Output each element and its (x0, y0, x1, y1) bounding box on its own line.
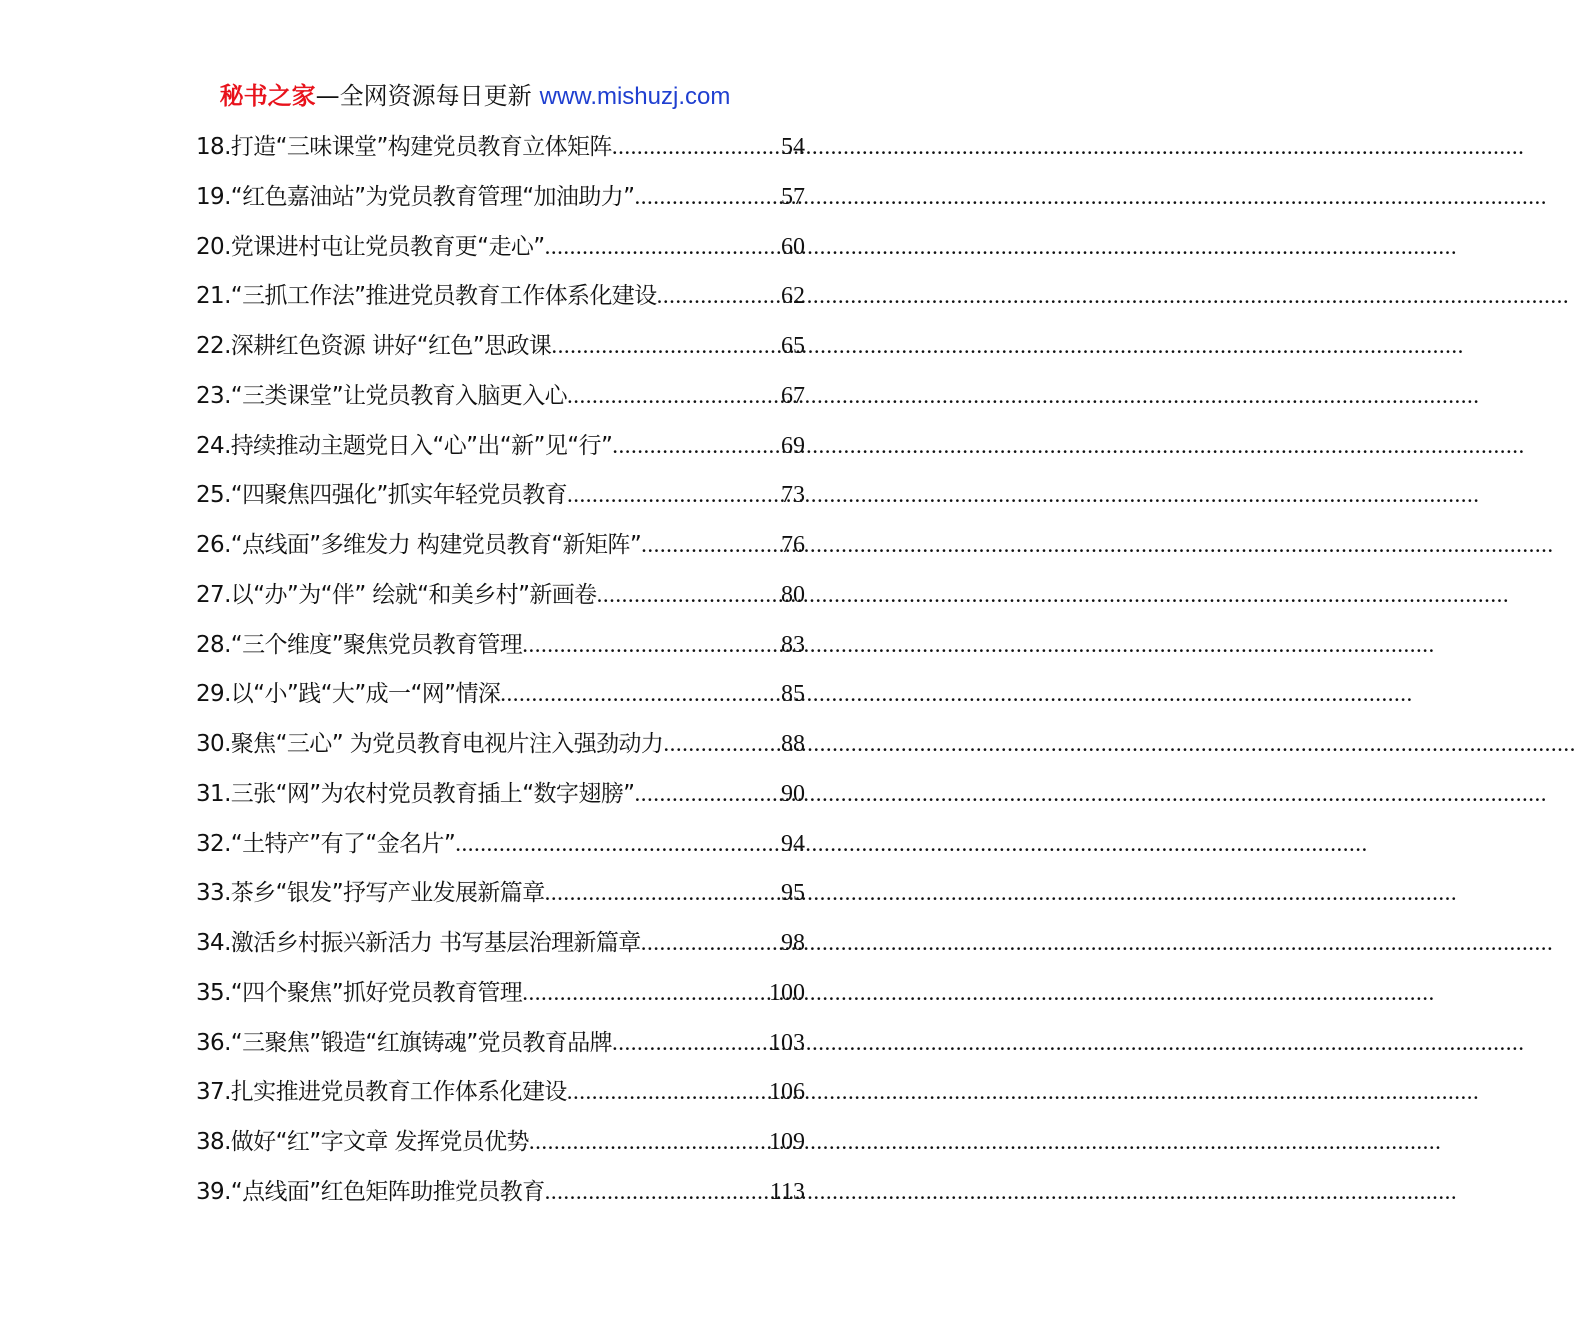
toc-entry[interactable] (196, 769, 805, 819)
toc-entry-leader (551, 321, 781, 371)
toc-entry-page: 95 (781, 880, 805, 907)
toc-entry-leader (545, 868, 781, 918)
header-tagline: —全网资源每日更新 (315, 82, 532, 110)
toc-entry-leader (657, 271, 781, 321)
toc-entry-title: 28.“三个维度”聚焦党员教育管理 (196, 631, 523, 658)
toc-entry-page: 90 (781, 780, 805, 807)
toc-entry-leader (634, 769, 781, 819)
toc-entry-page: 65 (781, 333, 805, 359)
toc-entry-page: 94 (781, 830, 805, 857)
toc-entry-title: 23.“三类课堂”让党员教育入脑更入心 (196, 382, 568, 409)
toc-entry-page: 60 (781, 233, 805, 260)
toc-entry-leader (500, 669, 781, 719)
toc-entry[interactable] (196, 470, 805, 520)
toc-entry-leader (641, 918, 781, 968)
toc-entry-page: 73 (781, 482, 805, 509)
toc-entry-title: 22.深耕红色资源 讲好“红色”思政课 (196, 333, 552, 359)
toc-entry[interactable] (196, 271, 805, 321)
toc-entry-title: 24.持续推动主题党日入“心”出“新”见“行” (196, 432, 613, 459)
toc-entry-leader (529, 1117, 769, 1167)
toc-entry-title: 37.扎实推进党员教育工作体系化建设 (196, 1079, 567, 1106)
toc-entry[interactable] (196, 1067, 805, 1117)
toc-entry-title: 19.“红色嘉油站”为党员教育管理“加油助力” (196, 183, 635, 210)
toc-entry-leader (567, 470, 781, 520)
toc-entry-title: 18.打造“三味课堂”构建党员教育立体矩阵 (196, 134, 612, 160)
toc-entry-title: 34.激活乡村振兴新活力 书写基层治理新篇章 (196, 930, 641, 956)
toc-entry-page: 80 (781, 581, 805, 608)
toc-entry-page: 100 (769, 979, 805, 1006)
toc-entry-title: 36.“三聚焦”锻造“红旗铸魂”党员教育品牌 (196, 1029, 613, 1056)
site-link[interactable]: www.mishuzj.com (539, 83, 731, 110)
toc-entry-title: 33.茶乡“银发”抒写产业发展新篇章 (196, 880, 545, 907)
toc-entry[interactable] (196, 570, 805, 620)
table-of-contents (196, 122, 805, 1217)
toc-entry-page: 113 (769, 1178, 805, 1205)
toc-entry-page: 98 (781, 930, 805, 956)
toc-entry-title: 39.“点线面”红色矩阵助推党员教育 (196, 1178, 545, 1205)
toc-entry-page: 69 (781, 432, 805, 459)
toc-entry[interactable] (196, 1167, 805, 1217)
toc-entry-leader (597, 570, 781, 620)
toc-entry-title: 27.以“办”为“伴” 绘就“和美乡村”新画卷 (196, 581, 597, 608)
toc-entry-title: 29.以“小”践“大”成一“网”情深 (196, 681, 501, 708)
toc-entry-page: 109 (769, 1129, 805, 1155)
toc-entry-page: 106 (769, 1079, 805, 1106)
brand-name: 秘书之家 (219, 82, 316, 110)
toc-entry[interactable] (196, 669, 805, 719)
toc-entry-leader (455, 819, 781, 869)
toc-entry-title: 31.三张“网”为农村党员教育插上“数字翅膀” (196, 780, 635, 807)
toc-entry-page: 103 (769, 1029, 805, 1056)
toc-entry-page: 67 (781, 382, 805, 409)
toc-entry-title: 32.“土特产”有了“金名片” (196, 830, 456, 857)
toc-entry-page: 88 (781, 731, 805, 757)
toc-entry[interactable] (196, 620, 805, 670)
toc-entry-title: 25.“四聚焦四强化”抓实年轻党员教育 (196, 482, 568, 509)
toc-entry[interactable] (196, 1018, 805, 1068)
toc-entry-leader (612, 122, 781, 172)
toc-entry[interactable] (196, 868, 805, 918)
toc-entry-title: 38.做好“红”字文章 发挥党员优势 (196, 1129, 529, 1155)
toc-entry-page: 83 (781, 631, 805, 658)
toc-entry[interactable] (196, 819, 805, 869)
toc-entry-title: 20.党课进村屯让党员教育更“走心” (196, 233, 545, 260)
toc-entry-title: 26.“点线面”多维发力 构建党员教育“新矩阵” (196, 532, 642, 558)
toc-entry[interactable] (196, 1117, 805, 1167)
toc-entry-leader (522, 620, 781, 670)
toc-entry[interactable] (196, 371, 805, 421)
toc-entry-page: 62 (781, 283, 805, 310)
toc-entry[interactable] (196, 421, 805, 471)
toc-entry-leader (612, 421, 781, 471)
toc-entry-page: 57 (781, 183, 805, 210)
toc-entry[interactable] (196, 122, 805, 172)
page-header (0, 80, 950, 113)
toc-entry[interactable] (196, 719, 805, 769)
toc-entry-leader (545, 1167, 770, 1217)
toc-entry[interactable] (196, 520, 805, 570)
toc-entry-leader (663, 719, 781, 769)
toc-entry[interactable] (196, 321, 805, 371)
toc-entry-leader (545, 222, 781, 272)
toc-entry[interactable] (196, 968, 805, 1018)
toc-entry-leader (612, 1018, 769, 1068)
toc-entry-title: 35.“四个聚焦”抓好党员教育管理 (196, 979, 523, 1006)
toc-entry[interactable] (196, 918, 805, 968)
toc-entry[interactable] (196, 172, 805, 222)
toc-entry-leader (641, 520, 781, 570)
toc-entry-leader (634, 172, 781, 222)
toc-entry-leader (522, 968, 769, 1018)
toc-entry-title: 30.聚焦“三心” 为党员教育电视片注入强劲动力 (196, 731, 664, 757)
toc-entry-title: 21.“三抓工作法”推进党员教育工作体系化建设 (196, 283, 657, 310)
toc-entry-page: 54 (781, 134, 805, 160)
toc-entry[interactable] (196, 222, 805, 272)
toc-entry-leader (567, 371, 781, 421)
toc-entry-page: 85 (781, 681, 805, 708)
toc-entry-page: 76 (781, 532, 805, 558)
toc-entry-leader (567, 1067, 769, 1117)
